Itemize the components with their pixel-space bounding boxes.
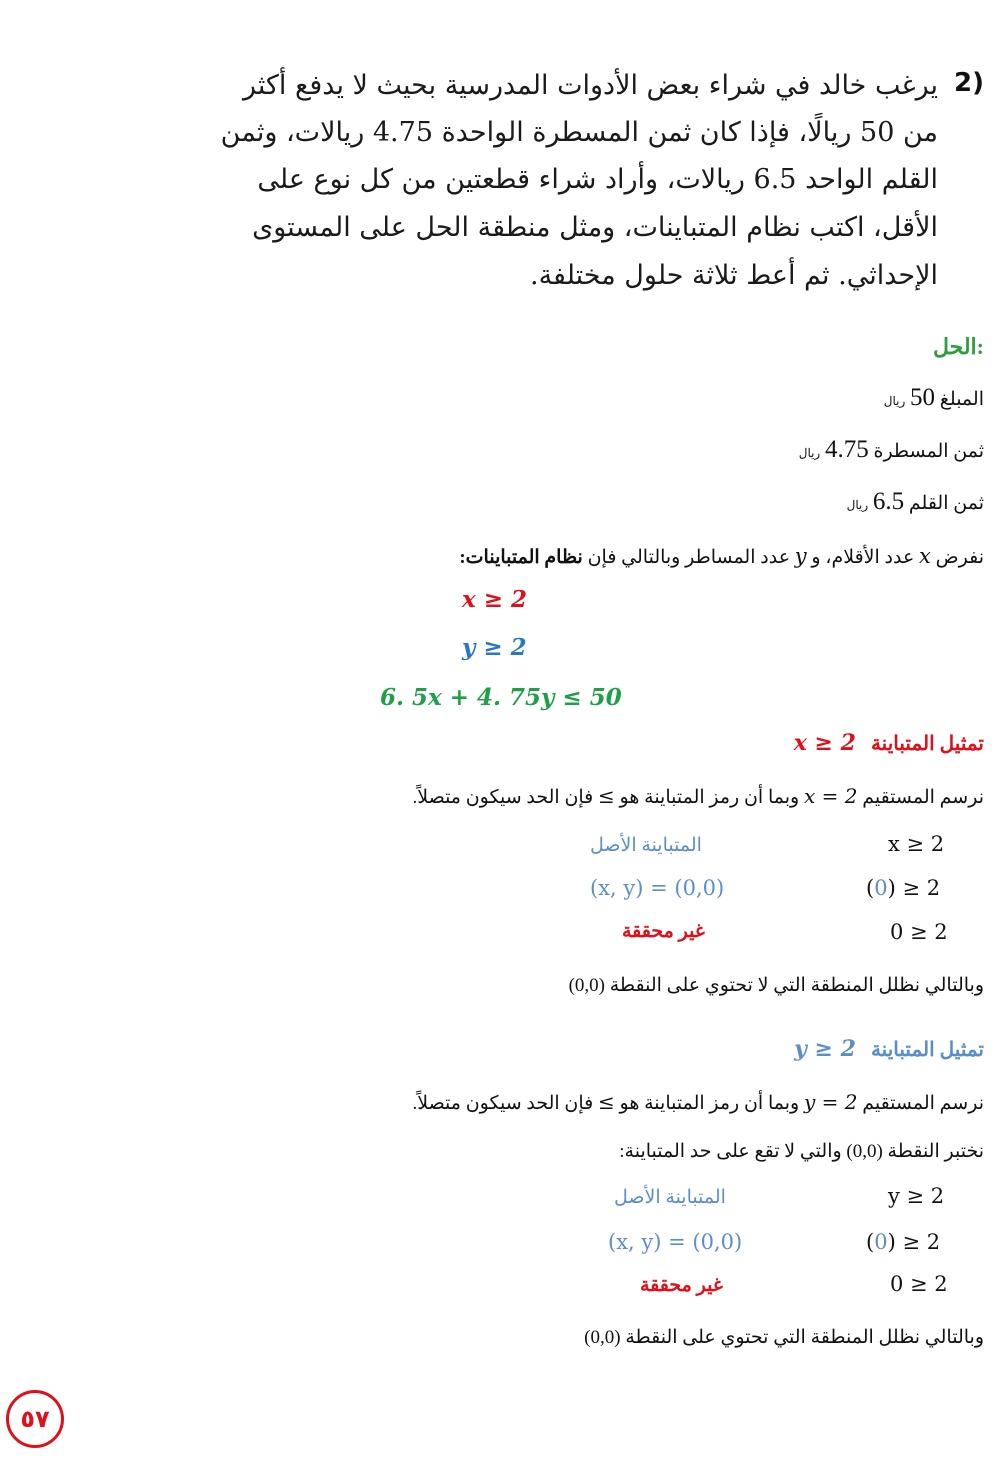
problem-line-4: الأقل، اكتب نظام المتباينات، ومثل منطقة الحل على المستوى [252,212,938,243]
section-x-draw-text-2: وبما أن رمز المتباينة هو [619,787,800,808]
section-x-row2-open: ( [866,876,875,900]
section-y-row1-right: y ≥ 2 [888,1184,945,1208]
ruler-price-line [799,436,984,464]
assume-text-1: نفرض [935,547,984,568]
problem-line-2: من 50 ريالًا، فإذا كان ثمن المسطرة الواحدة 4.75 ريالات، وثمن [220,117,938,148]
section-y-row2-rest: ) ≥ 2 [887,1230,941,1254]
section-x-row1-right: x ≥ 2 [888,832,945,856]
section-x-symbol: ≥ [598,784,615,808]
section-x-draw-text-1: نرسم المستقيم [862,787,984,808]
solution-title: الحل: [932,334,984,359]
ruler-value: 4.75 [824,436,869,463]
problem-line-3: القلم الواحد 6.5 ريالات، وأراد شراء قطعتين من كل نوع على [257,164,938,195]
section-y-conclusion: وبالتالي نظلل المنطقة التي تحتوي على النقطة (0,0) [584,1327,984,1348]
section-x-line-eq: x = 2 [803,784,858,808]
amount-line [884,384,984,412]
ruler-unit: ريال [798,446,821,460]
problem-line-5: الإحداثي. ثم أعط ثلاثة حلول مختلفة. [529,260,938,291]
pen-value: 6.5 [872,488,905,515]
page-number-badge: ٥٧ [6,1390,64,1448]
section-x-row2-left: (x, y) = (0,0) [590,876,725,900]
section-y-symbol: ≥ [598,1090,615,1114]
section-y-draw-text-2: وبما أن رمز المتباينة هو [619,1093,800,1114]
variable-x: x [919,544,931,568]
section-x-title-text: تمثيل المتباينة [870,733,984,755]
ruler-label: ثمن المسطرة [873,441,984,462]
section-x-row2-right [866,876,940,900]
system-label: نظام المتباينات: [459,547,583,568]
pen-label: ثمن القلم [908,493,984,514]
section-x-title [794,730,984,756]
inequality-y: y ≥ 2 [462,634,527,661]
section-x-row3-right: 0 ≥ 2 [890,920,948,944]
section-y-row2-left: (x, y) = (0,0) [608,1230,743,1254]
section-y-title-text: تمثيل المتباينة [870,1039,984,1061]
section-y-row3-left: غير محققة [640,1275,723,1296]
section-y-row3-right: 0 ≥ 2 [890,1272,948,1296]
section-x-conclusion: وبالتالي نظلل المنطقة التي لا تحتوي على النقطة (0,0) [568,975,984,996]
section-y-title-math: y ≥ 2 [794,1036,856,1062]
section-x-title-math: x ≥ 2 [793,730,856,756]
section-x-draw-line [413,784,985,809]
amount-unit: ريال [883,394,906,408]
pen-unit: ريال [846,498,869,512]
pen-price-line [847,488,984,516]
inequality-x: x ≥ 2 [462,586,528,613]
section-x-row2-zero: 0 [874,876,888,900]
section-x-row2-rest: ) ≥ 2 [887,876,941,900]
section-y-test-line: نختبر النقطة (0,0) والتي لا تقع على حد المتباينة: [619,1141,984,1162]
section-y-row1-left: المتباينة الأصل [614,1187,726,1208]
section-x-draw-text-3: فإن الحد سيكون متصلاً. [412,787,594,808]
section-y-row2-right [866,1230,940,1254]
assume-text-2: عدد الأقلام، و [811,547,915,568]
section-y-line-eq: y = 2 [803,1090,858,1114]
section-y-title [794,1036,984,1062]
assumption-line [459,544,984,569]
section-y-draw-line [412,1090,984,1115]
section-y-row2-open: ( [866,1230,875,1254]
section-x-row3-left: غير محققة [622,921,705,942]
section-x-row1-left: المتباينة الأصل [590,835,702,856]
section-y-draw-text-1: نرسم المستقيم [862,1093,984,1114]
inequality-budget: 6. 5x + 4. 75y ≤ 50 [380,684,622,711]
variable-y: y [794,544,807,568]
section-y-row2-zero: 0 [874,1230,888,1254]
section-y-draw-text-3: فإن الحد سيكون متصلاً. [412,1093,594,1114]
problem-line-1: يرغب خالد في شراء بعض الأدوات المدرسية بحيث لا يدفع أكثر [243,70,938,101]
assume-text-3: عدد المساطر وبالتالي فإن [587,547,791,568]
amount-label: المبلغ [939,389,984,410]
amount-value: 50 [910,384,936,411]
question-number: 2) [954,68,984,98]
